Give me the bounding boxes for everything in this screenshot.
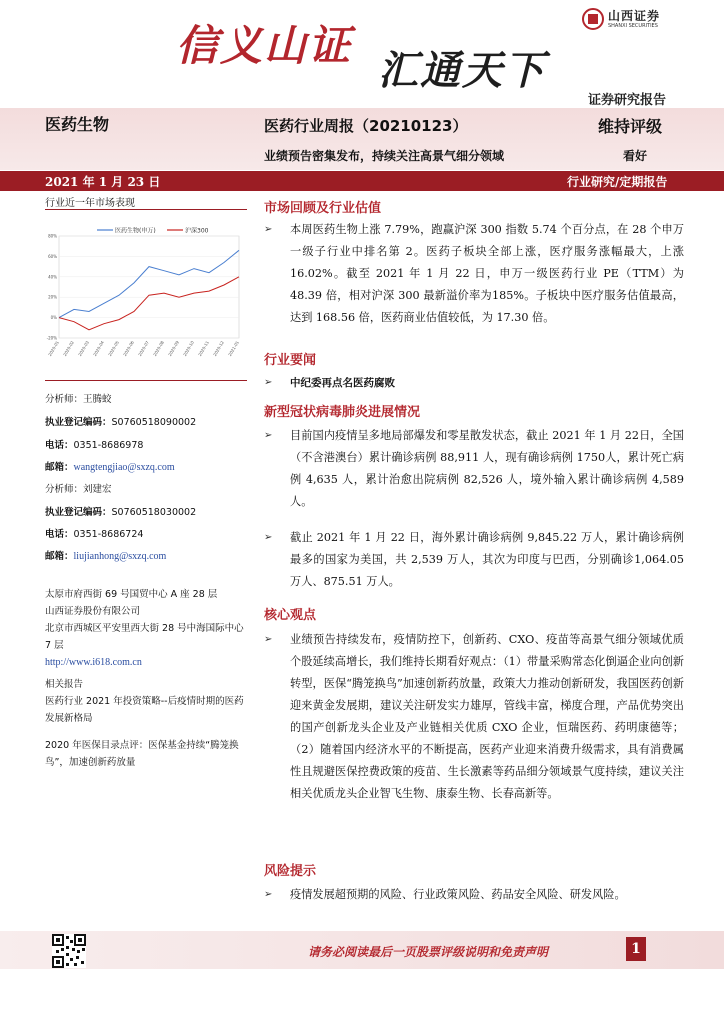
slogan-right: 汇通天下 [378, 48, 546, 94]
x-tick-label: 2020-12 [212, 340, 225, 357]
address-taiyuan: 太原市府西街 69 号国贸中心 A 座 28 层 [45, 589, 218, 600]
x-tick-label: 2020-04 [92, 340, 105, 357]
x-tick-label: 2020-09 [167, 340, 180, 357]
x-tick-label: 2020-05 [107, 340, 120, 357]
analyst-1-email: 邮箱：wangtengjiao@sxzq.com [45, 462, 175, 473]
risk-paragraph [264, 884, 684, 906]
covid-text-2: 截止 2021 年 1 月 22 日，海外累计确诊病例 9,845.22 万人，累计确诊病例最多的国家为美国，共 2,539 万人，其次为印度与巴西，分别确诊1,064.05 万人、875.51 万人。 [290, 531, 684, 588]
x-tick-label: 2020-07 [137, 340, 150, 357]
company-name: 山西证券股份有限公司 [45, 606, 141, 617]
report-header [0, 0, 724, 108]
related-report-1[interactable]: 医药行业 2021 年投资策略--后疫情时期的医药发展新格局 [45, 696, 244, 724]
analyst-2-phone: 电话：0351-8686724 [45, 529, 144, 540]
company-address-block [45, 586, 250, 671]
legend-label-csi300: 沪深300 [185, 227, 209, 235]
report-kind: 证券研究报告 [588, 93, 667, 108]
section-title-core-view: 核心观点 [264, 608, 317, 623]
y-tick-label: 40% [48, 274, 57, 280]
bullet-arrow-icon: ➢ [264, 377, 273, 388]
brand-slogan [172, 14, 592, 94]
analyst-2-email-link[interactable]: liujianhong@sxzq.com [73, 551, 167, 562]
chart-y-ticks [47, 234, 58, 341]
section-title-risk: 风险提示 [264, 864, 317, 879]
report-subtitle: 业绩预告密集发布，持续关注高景气细分领域 [264, 149, 505, 163]
page-number: 1 [626, 937, 646, 961]
section-title-news: 行业要闻 [264, 353, 317, 368]
core-view-text: 业绩预告持续发布，疫情防控下，创新药、CXO、疫苗等高景气细分领域优质个股延续高增长，我们维持长期看好观点：（1）带量采购常态化倒逼企业向创新转型，医保“腾笼换鸟”加速创新药放量，政策大力推动创新研发，我国医药创新迎来黄金发展期，建议关注研发实力雄厚，管线丰富，梯度合理，产品优势突出的国产创新龙头企业及产业链相关优质 CXO 企业，恒瑞医药、药明康德等；（2）随着国内经济水平的不断提高，医药产业迎来消费升级需求，具有消费属性且规避医保控费政策的疫苗、生长激素等药品细分领域景气度持续，建议关注相关优质龙头企业智飞生物、康泰生物、长春高新等。 [290, 633, 684, 800]
news-text: 中纪委再点名医药腐败 [290, 377, 395, 389]
x-tick-label: 2020-10 [182, 340, 195, 357]
x-tick-label: 2021-01 [227, 340, 240, 357]
bullet-arrow-icon: ➢ [264, 430, 273, 441]
bullet-arrow-icon: ➢ [264, 224, 273, 235]
covid-text-1: 目前国内疫情呈多地局部爆发和零星散发状态，截止 2021 年 1 月 22日，全国（不含港澳台）累计确诊病例 88,911 人，现有确诊病例 1750人，累计死亡病例 4,635 人，累计治愈出院病例 82,526 人，境外输入累计确诊病例 4,589 人。 [290, 429, 684, 508]
analyst-1-phone: 电话：0351-8686978 [45, 440, 144, 451]
related-reports-title: 相关报告 [45, 679, 84, 690]
x-tick-label: 2020-03 [77, 340, 90, 357]
related-report-2[interactable]: 2020 年医保目录点评：医保基金持续“腾笼换鸟”，加速创新药放量 [45, 740, 239, 768]
analyst-1-name: 分析师：王腾蛟 [45, 394, 112, 405]
bullet-arrow-icon: ➢ [264, 634, 273, 645]
core-view-paragraph [264, 629, 684, 805]
covid-paragraph-2 [264, 527, 684, 593]
y-tick-label: 60% [48, 253, 57, 259]
company-logo [582, 6, 660, 32]
y-tick-label: 0% [50, 315, 57, 321]
divider [45, 380, 247, 381]
x-tick-label: 2020-11 [197, 340, 210, 357]
qr-code-icon[interactable] [52, 934, 86, 968]
bullet-arrow-icon: ➢ [264, 532, 273, 543]
risk-text: 疫情发展超预期的风险、行业政策风险、药品安全风险、研发风险。 [290, 888, 626, 901]
y-tick-label: 20% [48, 294, 57, 300]
logo-cn: 山西证券 [608, 8, 661, 23]
related-reports [45, 676, 250, 771]
address-beijing: 北京市西城区平安里西大街 28 号中海国际中心 7 层 [45, 623, 244, 651]
analyst-2-cert: 执业登记编码：S0760518030002 [45, 507, 197, 518]
covid-paragraph-1 [264, 425, 684, 513]
analyst-2-email: 邮箱：liujianhong@sxzq.com [45, 551, 167, 562]
analyst-2-name: 分析师：刘建宏 [45, 484, 112, 495]
report-date: 2021 年 1 月 23 日 [45, 175, 161, 189]
bullet-arrow-icon: ➢ [264, 889, 273, 900]
rating-label: 维持评级 [598, 117, 663, 136]
logo-en: SHANXI SECURITIES [608, 22, 658, 29]
review-paragraph [264, 219, 684, 329]
footer-disclaimer: 请务必阅读最后一页股票评级说明和免责声明 [308, 945, 549, 959]
market-performance-chart [45, 214, 247, 374]
legend-label-pharma: 医药生物(申万) [115, 227, 156, 235]
logo-mark-icon [582, 8, 604, 30]
section-title-review: 市场回顾及行业估值 [264, 201, 382, 216]
section-title-covid: 新型冠状病毒肺炎进展情况 [264, 405, 421, 420]
chart-frame [59, 236, 239, 338]
x-tick-label: 2020-06 [122, 340, 135, 357]
rating-value: 看好 [623, 149, 648, 163]
analyst-1-cert: 执业登记编码：S0760518090002 [45, 417, 197, 428]
x-tick-label: 2020-01 [47, 340, 60, 357]
report-category: 行业研究/定期报告 [567, 175, 668, 189]
report-title: 医药行业周报（20210123） [264, 117, 468, 135]
y-tick-label: -20% [46, 335, 57, 341]
analyst-1-email-link[interactable]: wangtengjiao@sxzq.com [73, 462, 175, 473]
market-performance-title: 行业近一年市场表现 [45, 198, 135, 209]
divider [45, 209, 247, 210]
sector-name: 医药生物 [45, 115, 110, 134]
x-tick-label: 2020-08 [152, 340, 165, 357]
chart-x-ticks [47, 340, 240, 357]
company-website-link[interactable]: http://www.i618.com.cn [45, 657, 142, 668]
review-text: 本周医药生物上涨 7.79%，跑赢沪深 300 指数 5.74 个百分点，在 28 个申万一级子行业中排名第 2。医药子板块全部上涨，医疗服务涨幅最大，上涨 16.02%。截至 2021 年 1 月 22 日，申万一级医药行业 PE（TTM）为 48.39 倍，相对沪深 300 最新溢价率为185%。子板块中医疗服务估值最高，达到 168.56 倍，医药商业估值较低，为 17.30 倍。 [290, 223, 684, 324]
news-item [264, 372, 684, 394]
y-tick-label: 80% [48, 233, 57, 239]
x-tick-label: 2020-02 [62, 340, 75, 357]
slogan-left: 信义山证 [176, 21, 353, 70]
